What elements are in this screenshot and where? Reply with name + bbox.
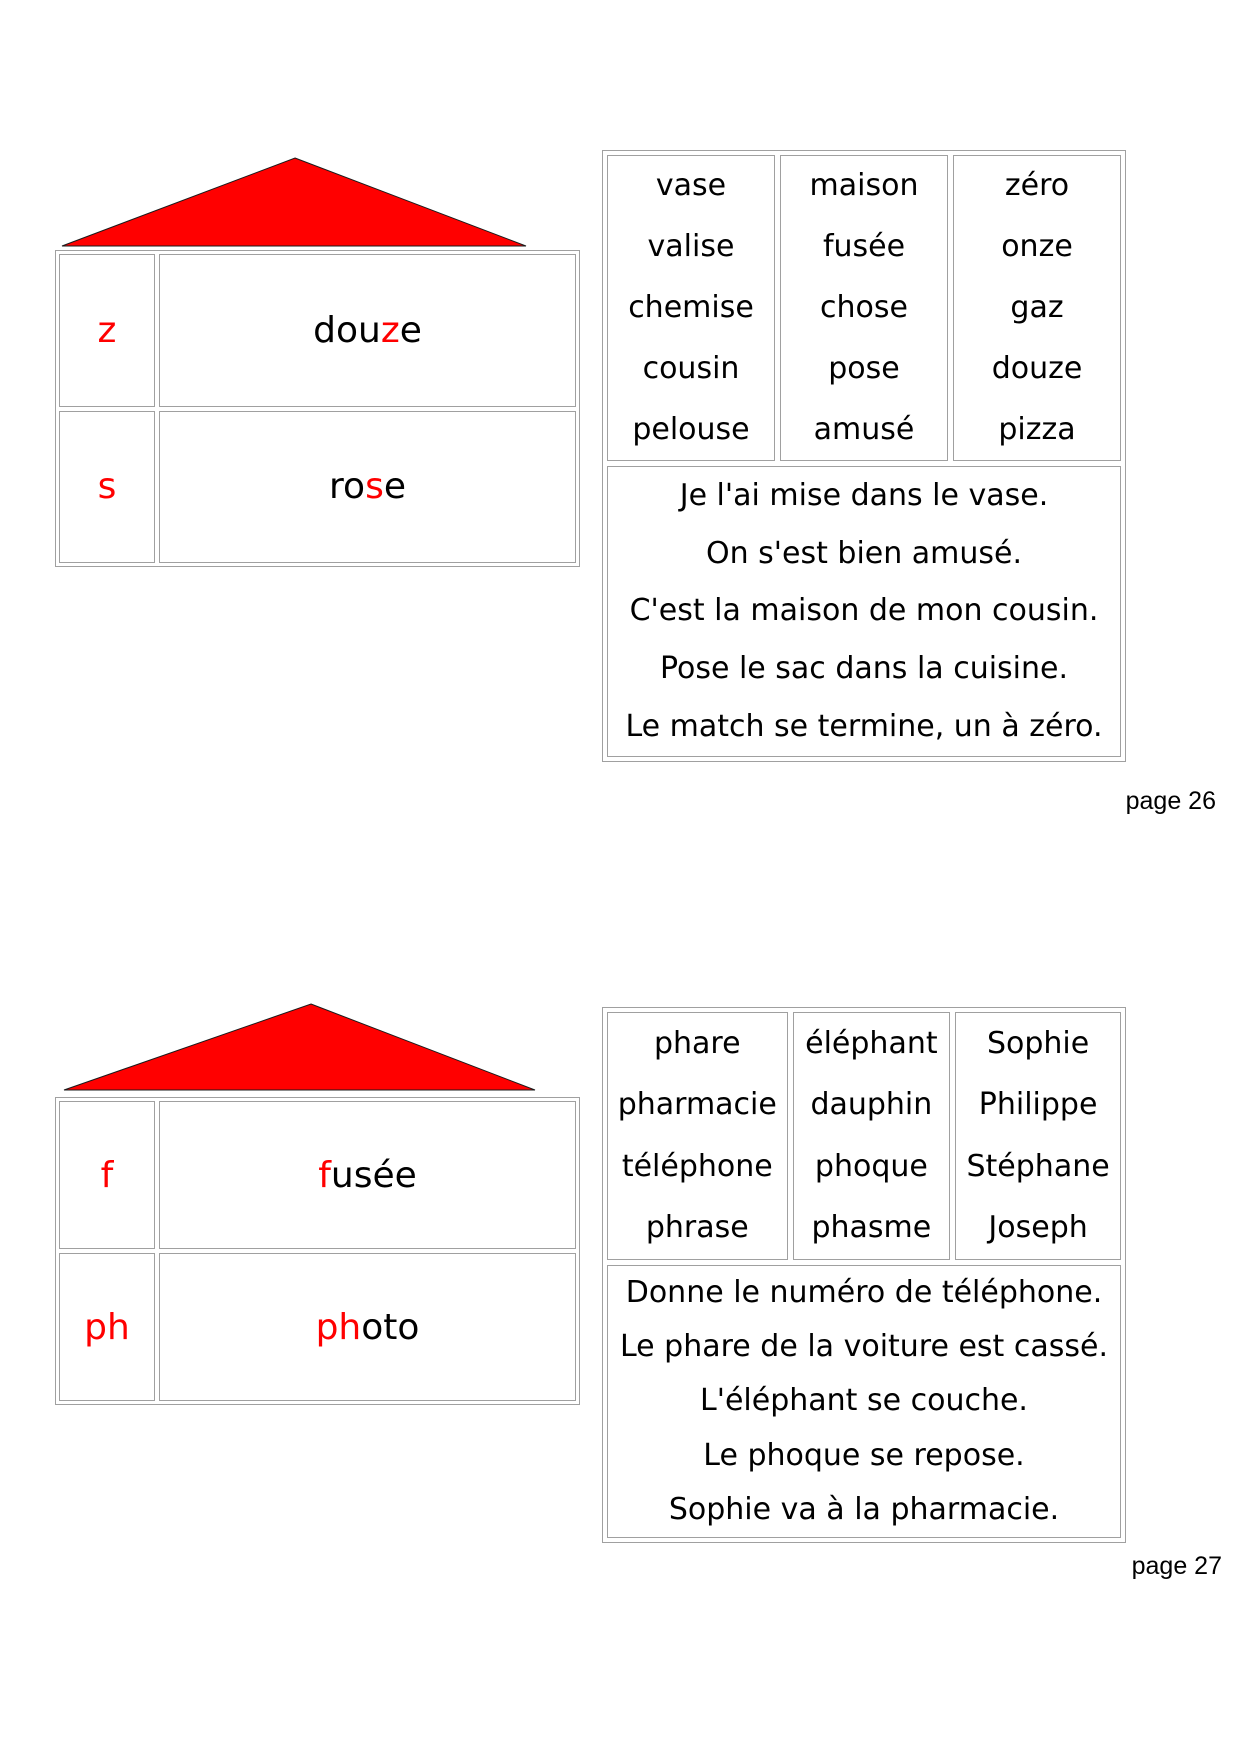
word-item: pharmacie xyxy=(617,1087,777,1123)
highlighted-letters: f xyxy=(318,1154,331,1196)
sentence-box xyxy=(607,1265,1121,1538)
word-item: pizza xyxy=(998,411,1076,447)
example-word-cell xyxy=(159,411,576,564)
sentence-line: Le match se termine, un à zéro. xyxy=(625,709,1103,745)
word-item: maison xyxy=(809,168,919,204)
word-columns xyxy=(607,155,1121,461)
word-item: Joseph xyxy=(988,1210,1088,1246)
word-item: fusée xyxy=(822,229,906,265)
word-item: valise xyxy=(647,229,735,265)
sentence-line: Le phoque se repose. xyxy=(703,1437,1025,1473)
word-item: amusé xyxy=(813,411,915,447)
example-word-cell xyxy=(159,1253,576,1401)
word-item: Philippe xyxy=(978,1087,1098,1123)
word-column xyxy=(955,1012,1121,1260)
page-number-label: page 27 xyxy=(1131,1552,1222,1580)
word-item: téléphone xyxy=(621,1148,773,1184)
example-word-cell xyxy=(159,1101,576,1249)
sentence-line: On s'est bien amusé. xyxy=(705,535,1023,571)
sentence-line: Donne le numéro de téléphone. xyxy=(625,1275,1103,1311)
word-letters: e xyxy=(383,466,406,508)
phoneme-letter-cell: ph xyxy=(59,1253,155,1401)
word-column xyxy=(953,155,1121,461)
highlighted-letters: z xyxy=(380,309,400,351)
example-word-cell xyxy=(159,254,576,407)
word-column xyxy=(607,1012,788,1260)
highlighted-letters: s xyxy=(365,466,384,508)
word-item: phrase xyxy=(645,1210,749,1246)
phoneme-letter-cell: z xyxy=(59,254,155,407)
word-item: dauphin xyxy=(810,1087,933,1123)
word-item: chemise xyxy=(628,289,754,325)
sentence-line: Pose le sac dans la cuisine. xyxy=(659,651,1069,687)
sentence-line: Je l'ai mise dans le vase. xyxy=(679,477,1049,513)
word-column xyxy=(607,155,775,461)
sentence-line: C'est la maison de mon cousin. xyxy=(629,593,1099,629)
highlighted-letters: ph xyxy=(315,1306,362,1348)
word-item: zéro xyxy=(1004,168,1070,204)
word-columns xyxy=(607,1012,1121,1260)
word-item: phoque xyxy=(814,1148,928,1184)
word-item: vase xyxy=(655,168,727,204)
house-roof-triangle xyxy=(55,1000,540,1093)
word-item: phasme xyxy=(811,1210,932,1246)
phoneme-house-table xyxy=(55,1097,580,1405)
word-item: Sophie xyxy=(986,1025,1090,1061)
sentence-box xyxy=(607,466,1121,757)
page-number-label: page 26 xyxy=(1125,787,1216,815)
house-roof-triangle xyxy=(55,155,535,249)
word-letters: ro xyxy=(329,466,366,508)
examples-panel xyxy=(602,1007,1126,1543)
sentence-line: L'éléphant se couche. xyxy=(700,1383,1028,1419)
word-item: douze xyxy=(991,350,1083,386)
word-letters: oto xyxy=(361,1306,420,1348)
word-column xyxy=(793,1012,951,1260)
word-letters: e xyxy=(399,309,422,351)
word-item: éléphant xyxy=(805,1025,938,1061)
word-column xyxy=(780,155,948,461)
word-item: Stéphane xyxy=(966,1148,1110,1184)
sentence-line: Sophie va à la pharmacie. xyxy=(668,1491,1060,1527)
phoneme-house-table xyxy=(55,250,580,567)
phoneme-letter-cell: f xyxy=(59,1101,155,1249)
phoneme-letter-cell: s xyxy=(59,411,155,564)
word-item: cousin xyxy=(642,350,740,386)
sentence-line: Le phare de la voiture est cassé. xyxy=(620,1329,1108,1365)
word-item: gaz xyxy=(1010,289,1064,325)
examples-panel xyxy=(602,150,1126,762)
word-letters: usée xyxy=(330,1154,417,1196)
word-item: pose xyxy=(828,350,900,386)
word-item: pelouse xyxy=(632,411,750,447)
word-item: phare xyxy=(653,1025,741,1061)
word-item: chose xyxy=(820,289,908,325)
word-item: onze xyxy=(1001,229,1073,265)
word-letters: dou xyxy=(313,309,381,351)
